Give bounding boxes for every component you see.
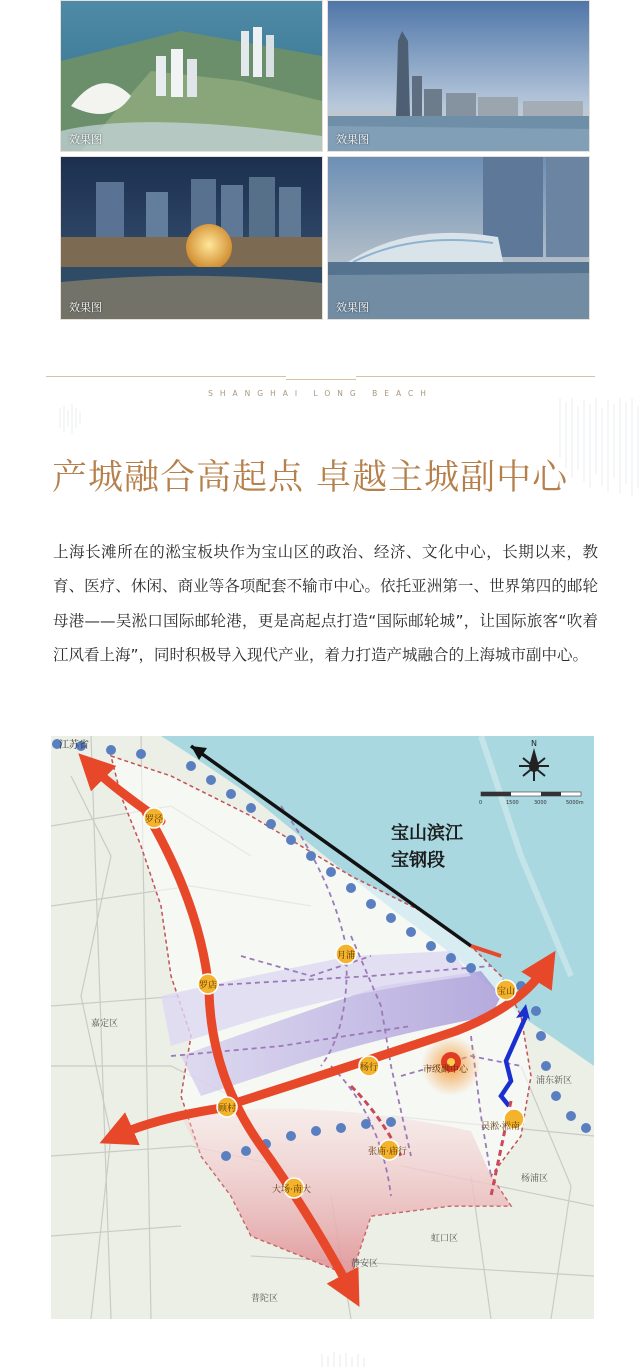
node-label: 罗店 <box>199 981 218 991</box>
compass-label: N <box>531 739 537 748</box>
image-caption: 效果图 <box>69 301 102 314</box>
district-label: 杨浦区 <box>521 1174 549 1184</box>
divider-line-right <box>356 376 595 377</box>
section-paragraph: 上海长滩所在的淞宝板块作为宝山区的政治、经济、文化中心，长期以来，教育、医疗、休闲、商业等各项配套不输市中心。依托亚洲第一、世界第四的邮轮母港——吴淞口国际邮轮港，更是高起点打造“国际邮轮城”，让国际旅客“吹着江风看上海”，同时积极导入现代产业，着力打造产城融合的上海城市副中心。 <box>53 543 598 665</box>
gallery-image-plaza[interactable] <box>60 156 323 320</box>
node-label: 张庙·庙行 <box>368 1147 407 1157</box>
image-caption: 效果图 <box>336 133 369 146</box>
province-label: 江苏省 <box>59 740 89 751</box>
node-label: 大场·南大 <box>272 1185 311 1195</box>
node-label: 顾村 <box>218 1104 237 1114</box>
gallery-image-skyline[interactable] <box>327 0 590 152</box>
section-heading: 产城融合高起点 卓越主城副中心 <box>52 458 569 498</box>
scale-label: 0 <box>479 800 483 806</box>
district-label: 嘉定区 <box>91 1019 119 1029</box>
node-label: 市级副中心 <box>423 1065 469 1075</box>
coast-label: 宝山滨江 <box>391 823 463 844</box>
scale-label: 1500 <box>506 800 519 806</box>
bottom-decoration <box>320 1352 400 1367</box>
district-label: 静安区 <box>351 1259 379 1269</box>
node-label: 罗泾 <box>145 815 164 825</box>
node-label: 月浦 <box>337 951 356 961</box>
node-label: 吴淞·淞南 <box>481 1122 520 1132</box>
district-label: 虹口区 <box>431 1234 459 1244</box>
image-caption: 效果图 <box>69 133 102 146</box>
gallery-image-aerial[interactable] <box>60 0 323 152</box>
gallery-image-terminal[interactable] <box>327 156 590 320</box>
divider-line-left <box>46 376 286 377</box>
image-caption: 效果图 <box>336 301 369 314</box>
english-subtitle: SHANGHAI LONG BEACH <box>208 389 433 398</box>
district-label: 浦东新区 <box>536 1076 573 1086</box>
district-label: 普陀区 <box>251 1294 279 1304</box>
node-label: 杨行 <box>360 1063 379 1073</box>
divider-line-mid <box>286 379 356 380</box>
district-plan-map <box>51 736 594 1319</box>
node-label: 宝山 <box>497 987 516 997</box>
scale-label: 3000 <box>534 800 547 806</box>
scale-label: 5000m <box>566 800 584 806</box>
coast-label: 宝钢段 <box>391 850 445 871</box>
